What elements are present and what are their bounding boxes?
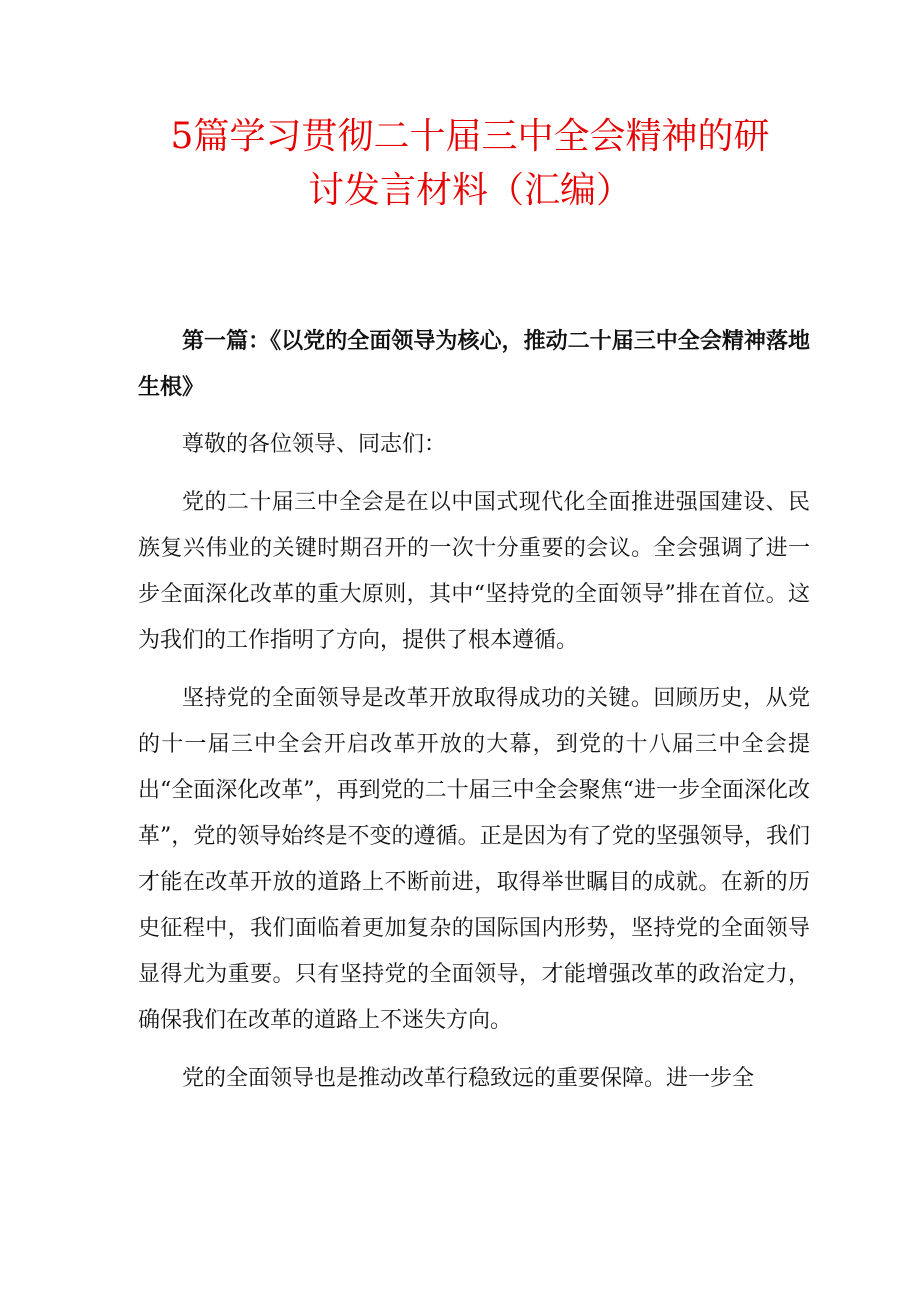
document-body [138,318,810,1114]
greeting: 尊敬的各位领导、同志们： [182,432,447,457]
title-line-1: 5篇学习贯彻二十届三中全会精神的研 [170,116,770,157]
paragraph-1: 党的二十届三中全会是在以中国式现代化全面推进强国建设、民族复兴伟业的关键时期召开的一次十分重要的会议。全会强调了进一步全面深化改革的重大原则，其中“坚持党的全面领导”排在首位。这为我们的工作指明了方向，提供了根本遵循。 [138,490,810,653]
title-line-2: 讨发言材料（汇编） [307,170,632,211]
section-heading: 第一篇：《以党的全面领导为核心，推动二十届三中全会精神落地生根》 [138,328,810,400]
paragraph-3: 党的全面领导也是推动改革行稳致远的重要保障。进一步全 [182,1066,755,1091]
document-title [140,110,800,218]
paragraph-2: 坚持党的全面领导是改革开放取得成功的关键。回顾历史，从党的十一届三中全会开启改革开放的大幕，到党的十八届三中全会提出“全面深化改革”，再到党的二十届三中全会聚焦“进一步全面深化改革”，党的领导始终是不变的遵循。正是因为有了党的坚强领导，我们才能在改革开放的道路上不断前进，取得举世瞩目的成就。在新的历史征程中，我们面临着更加复杂的国际国内形势，坚持党的全面领导显得尤为重要。只有坚持党的全面领导，才能增强改革的政治定力，确保我们在改革的道路上不迷失方向。 [138,686,810,1033]
